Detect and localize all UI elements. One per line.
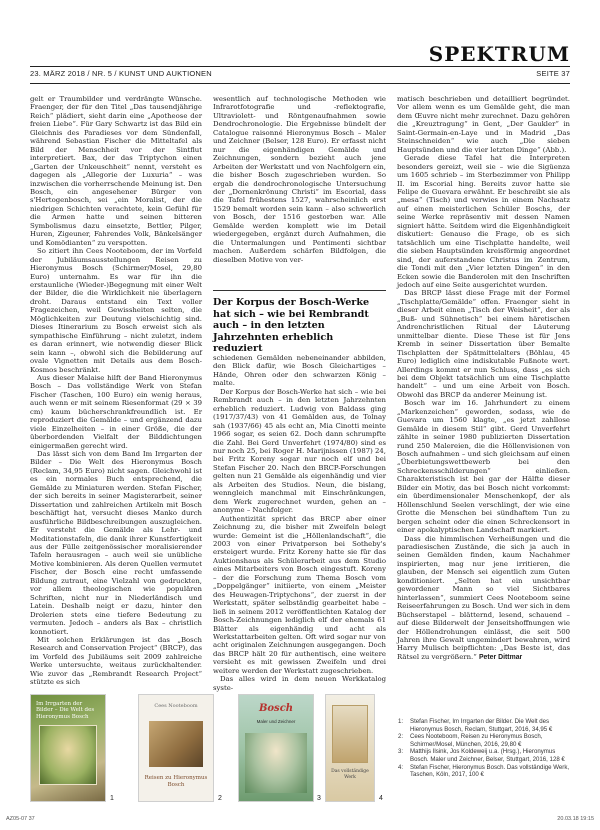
column-2-bottom xyxy=(213,354,386,692)
masthead: SPEKTRUM xyxy=(428,42,570,66)
print-slug: AZ05-07 37 xyxy=(6,816,35,822)
paragraph: Authentizität spricht das BRCP aber einer Zeichnung zu, die bisher mit Zweifeln belegt wurde: Gemeint ist die „Höllenlandschaft“, die 2003 von einer Privatperson bei Sotheby's ersteigert wurde. Fritz Koreny hatte sie für das Auktionshaus als Schülerarbeit aus dem Studio eines Mitarbeiters von Bosch eingestuft. Koreny – der die Forschung zum Thema Bosch vom „Doppelgänger“ initiierte, von einem „Meister des Heuwagen-Triptychons“, der zuerst in der Werkstatt, später selbständig gearbeitet habe – ließ in seinem 2012 veröffentlichten Katalog der Bosch-Zeichnungen lediglich elf der ehemals 61 Blätter als eigenhändig und acht als Werkstattarbeiten gelten. Oft wird sogar nur von acht originalen Zeichnungen ausgegangen. Doch das BRCP hält 20 für authentisch, eine weitere versieht es mit gewissen Zweifeln und drei weitere werden der Werkstatt zugeschrieben. xyxy=(213,514,386,675)
caption-item xyxy=(398,748,570,763)
caption-number: 4: xyxy=(398,763,404,771)
book-cover-2 xyxy=(138,694,214,802)
issue-info: 23. MÄRZ 2018 / NR. 5 / KUNST UND AUKTIONEN xyxy=(30,69,212,78)
masthead-rule xyxy=(30,66,570,67)
paragraph: matisch beschrieben und detailliert begründet. Vor allem wenn es um Gemälde geht, die man dem Œuvre nicht mehr zurechnet. Dazu gehören die „Kreuztragung“ in Gent, „Der Gaukler“ in Saint-Germain-en-Laye und in Madrid „Das Steinschneiden“ wie auch „Die sieben Hauptsünden und die vier letzten Dinge“ (Abb.). xyxy=(397,95,570,154)
column-2-top xyxy=(213,95,386,295)
paragraph: So zitiert ihn Cees Nooteboom, der im Vorfeld der Jubiläumsausstellungen Reisen zu Hieronymus Bosch (Schirmer/Mosel, 29,80 Euro) unternahm. Es war für ihn die erstaunliche (Wieder-)Begegnung mit einer Welt der Bilder, die die Wirklichkeit nie überlagern droht. Daraus entstand ein Text voller Fragezeichen, weil Gewissheiten selten, die Möglichkeiten zur Deutung vielschichtig sind. Dieses Itinerarium zu Bosch erweist sich als sympathische Einführung – nicht zuletzt, indem es daran erinnert, wie notwendig dieser Blick sein kann –, obwohl sich die Bebilderung auf ovale Vignetten mit Details aus dem Bosch-Kosmos beschränkt. xyxy=(30,247,202,374)
paragraph: Das lässt sich von dem Band Im Irrgarten der Bilder – Die Welt des Hieronymus Bosch (Reclam, 34,95 Euro) nicht sagen. Gleichwohl ist es ein normales Buch entsprechend, die Gemälde zu Miniaturen werden. Stefan Fischer, der sich bereits in seiner Magisterarbeit, seiner Dissertation und zahlreichen Artikeln mit Bosch beschäftigt hat, versucht dieses Manko durch ausführliche Bildbeschreibungen auszugleichen. Er versteht die Gemälde als Lehr- und Meditationstafeln, die dank ihrer Kunstfertigkeit aus der Fülle zeitgenössischer moralisierender Tafeln herausragen – auch weil sie unübliche Motive kombinieren. Als deren Quellen vermutet Fischer, der Bosch eine recht umfassende Bildung zutraut, eine Vielzahl von gedruckten, vor allem theologischen wie populären Schriften, nicht nur in Niederländisch und Latein. Deshalb neigt er dazu, hinter den Drolerien stets eine tiefere Bedeutung zu vermuten. Jedoch – anders als Bax – christlich konnotiert. xyxy=(30,450,202,636)
caption-text: Cees Nooteboom, Reisen zu Hieronymus Bosch, Schirmer/Mosel, München, 2016, 29,80 € xyxy=(410,733,543,748)
caption-text: Stefan Fischer, Im Irrgarten der Bilder. Die Welt des Hieronymus Bosch, Reclam, Stuttgart, 2016, 34,95 € xyxy=(410,718,553,733)
caption-number: 2: xyxy=(398,733,404,741)
column-1 xyxy=(30,95,202,687)
caption-text: Matthijs Ilsink, Jos Koldeweij u.a. (Hrsg.), Hieronymus Bosch. Maler und Zeichner, Belser, Stuttgart, 2016, 128 € xyxy=(410,748,565,763)
page-number: SEITE 37 xyxy=(536,69,570,78)
paragraph: schiedenen Gemälden nebeneinander abbilden, den Blick dafür, wie Bosch Gleichartiges – Hände, Ohren oder den schwarzen König – malte. xyxy=(213,354,386,388)
photo-number: 4 xyxy=(379,795,383,802)
paragraph: Das alles wird in dem neuen Werkkatalog syste- xyxy=(213,675,386,692)
print-footer xyxy=(6,816,594,826)
caption-text: Stefan Fischer, Hieronymus Bosch. Das vollständige Werk, Taschen, Köln, 2017, 100 € xyxy=(410,763,570,779)
cover-painting xyxy=(39,725,97,785)
book-cover-title: Bosch xyxy=(258,703,294,714)
image-captions xyxy=(398,718,570,779)
pull-quote: Der Korpus der Bosch-Werke hat sich – wie bei Rembrandt auch – in den letzten Jahrzehnten erheblich reduziert xyxy=(213,290,386,355)
paragraph: Das BRCP lässt diese Frage mit der Formel „Tischplatte/Gemälde“ offen. Fraenger sieht in dieser Arbeit einen „Tisch der Weisheit“, der als „Buß- und Sühnetisch“ bei einem häretischen Andrenchristlichen Ritual der Läuterung unmittelbar diente. Diese These ist für Jens Kremb in seiner Dissertation über Bemalte Tischplatten der Spätmittelalters (Böhlau, 45 Euro) lediglich eine indiskutable Fußnote wert. Allerdings kommt er nun Schluss, dass „es sich bei dem Objekt tatsächlich um eine Tischplatte handelt“ – und um eine Arbeit von Bosch. Obwohl das BRCP da anderer Meinung ist. xyxy=(397,289,570,399)
paragraph: Aus dieser Malaise hilft der Band Hieronymus Bosch – Das vollständige Werk von Stefan Fischer (Taschen, 100 Euro) ein wenig heraus, auch wenn er mit seinem Riesenformat (29 × 39 cm) kaum bücherschrankfreundlich ist. Er reproduziert die Gemälde – und ergänzend dazu viele Einzelheiten – in einer Größe, die der überbordenden Vielfalt der Bilddichtungen einigermaßen gerecht wird. xyxy=(30,373,202,450)
book-cover-3 xyxy=(238,694,314,802)
photo-number: 2 xyxy=(218,795,222,802)
book-cover-title: Im Irrgarten der Bilder – Die Welt des Hieronymus Bosch xyxy=(36,701,95,720)
photo-number: 1 xyxy=(110,795,114,802)
paragraph: wesentlich auf technologische Methoden wie Infrarotfotografie und -reflektografie, Ultraviolett- und Röntgenaufnahmen sowie Dendrochronologie. Die Ergebnisse bündelt der Catalogue raisonné Hieronymus Bosch – Maler und Zeichner (Belser, 128 Euro). Er erfasst nicht nur die eigenhändigen Gemälde und Zeichnungen, sondern bezieht auch jene Arbeiten der Werkstatt und von Nachfolgern ein, die bisher Bosch zugeschrieben wurden. So ergab die dendrochronologische Untersuchung der „Dornenkrönung Christi“ im Escorial, dass die Tafel frühestens 1527, wahrscheinlich erst 1529 bemalt worden sein kann – also schwerlich von Bosch, der 1516 gestorben war. Alle Gemälde werden komplett wie im Detail wiedergegeben, ergänzt durch Aufnahmen, die die Untermalungen und Pentimenti sichtbar machen. Außerdem schärfen Bildfolgen, die dieselben Motive von ver- xyxy=(213,95,386,264)
caption-item xyxy=(398,764,570,779)
book-cover-4 xyxy=(325,694,375,802)
book-cover-author: Cees Nooteboom xyxy=(154,703,198,709)
paragraph: Gerade diese Tafel hat die Interpreten besonders gereizt, weil sie – wie die Sigüenza um 1605 schrieb – im Sterbezimmer von Philipp II. im Escorial hing. Bereits zuvor hatte sie Felipe de Guevara erwähnt. Er beschreibt sie als „mesa“ (Tisch) und verwies in einem Nachsatz auf einen meisterlichen Schüler Boschs, der seine Werke repräsentiv mit dessen Namen signiert hätte. Seitdem wird die Eigenhändigkeit diskutiert: Genauso die Frage, ob es sich tatsächlich um eine Tischplatte handelte, weil die sieben Hauptsünden kreisförmig angeordnet sind, der auferstandene Christus im Zentrum, die Tondi mit den „Vier letzten Dingen“ in den Ecken sowie die Banderolen mit den Inschriften jedoch auf eine Seite ausgerichtet wurden. xyxy=(397,154,570,289)
book-photos xyxy=(30,692,383,802)
caption-item xyxy=(398,733,570,748)
photo-number: 3 xyxy=(317,795,321,802)
caption-number: 1: xyxy=(398,718,404,725)
column-3 xyxy=(397,95,570,687)
book-cover-title: Das vollständige Werk xyxy=(331,769,369,780)
author-signature: Peter Dittmar xyxy=(478,653,523,661)
paragraph-text: Dass die himmlischen Verheißungen und die paradiesischen Zustände, die sich ja auch in seinen Gemälden finden, kaum Nachahmer inspirierten, mag nur jene irritieren, die glauben, der Mensch sei eigentlich zum Guten konditioniert. „Selten hat ein unsichtbar gewordener Mann so viel Sichtbares hinterlassen“, summiert Cees Nooteboom seine Reiseerfahrungen zu Bosch. Und wer sich in dem Büchserstapel – blätternd, lesend, schauend – auf diese Bilderwelt der Jenseitshoffnungen wie der Höllendrohungen einlässt, die seit 500 Jahren ihre Gewalt ungemindert bewahren, wird Harry Mulisch beipflichten: „Das Beste ist, das Rätsel zu vergrößern.“ xyxy=(397,534,570,661)
caption-item xyxy=(398,718,570,733)
cover-painting xyxy=(245,733,307,793)
paragraph: Mit solchen Erklärungen ist das „Bosch Research and Conservation Project“ (BRCP), das im Vorfeld des Jubiläums seit 2009 zahlreiche Werke untersuchte, weitaus zurückhaltender. Wie zuvor das „Rembrandt Research Project“ stützte es sich xyxy=(30,636,202,687)
header-rule xyxy=(30,83,570,84)
paragraph: gelt er Traumbilder und verdrängte Wünsche. Fraenger, der für den Titel „Das tausendjährige Reich“ plädiert, sieht darin eine „Apotheose der freien Liebe“. Für Gary Schwartz ist das Bild ein Gleichnis des Paradieses vor dem Sündenfall, während Sebastian Fischer die Mitteltafel als Bild der Menschheit vor der Sintflut interpretiert. Bax, der das Triptychon einen „Garten der Unkeuschheit“ nennt, versteht es dagegen als „Allegorie der Luxuria“ – was inzwischen die vorherrschende Meinung ist. Den Bosch, ein angesehener Bürger von s'Hertogenbosch, sei „ein Moralist, der die niedrigen Schichten verachtete, kein Gefühl für die Armen hatte und seinen bitteren Symbolismus dazu einsetzte, Bettler, Pilger, Huren, Zigeuner, Fahrendes Volk, Bänkelsänger und Komödianten“ zu verspotten. xyxy=(30,95,202,247)
caption-number: 3: xyxy=(398,748,404,756)
cover-painting xyxy=(332,705,368,763)
paragraph xyxy=(397,535,570,663)
book-cover-1 xyxy=(30,694,106,802)
book-cover-subtitle: Maler und Zeichner xyxy=(256,719,296,724)
paragraph: Der Korpus der Bosch-Werke hat sich – wie bei Rembrandt auch – in den letzten Jahrzehnten erheblich reduziert. Ludwig von Baldass ging (1917/37/43) von 41 Gemälden aus, de Tolnay sah (1937/66) 45 als echt an, Mia Cinotti meinte 1966 sogar, es seien 62. Doch dann schrumpfte die Zahl. Bei Gerd Unverfehrt (1974/80) sind es nur noch 25, bei Roger H. Marijnissen (1987) 24, bei Fritz Koreny sogar nur noch elf und bei Stefan Fischer 20. Nach den BRCP-Forschungen gelten nun 21 Gemälde als eigenhändig und vier als Arbeiten des Studios. Neun, die bislang, wenngleich manchmal mit Einschränkungen, dem Werk zugerechnet wurden, gehen an – anonyme – Nachfolger. xyxy=(213,387,386,515)
running-header xyxy=(30,69,570,81)
paragraph: Bosch war im 16. Jahrhundert zu einem „Markenzeichen“ geworden, sodass, wie de Guevara um 1560 klagte, „es jetzt zahllose Gemälde in diesem Stil“ gibt. Gerd Unverfehrt zählte in seiner 1980 publizierten Dissertation rund 250 Malereien, die die Höllenvisionen von Bosch aufnahmen – und sich gleichsam auf einen „Überbietungswettbewerb bei den Schreckensschilderungen“ einließen. Charakteristisch ist bei gar der Hälfte dieser Bilder ein Motiv, das bei Bosch nicht vorkommt: ein überdimensionaler Menschenkopf, der als Höllenschlund Seelen verschlingt, der wie eine Grotte die Menschen bei sündhaftem Tun zu bergen scheint oder die einen Schreckensort in einer apokalyptischen Landschaft markiert. xyxy=(397,399,570,535)
print-timestamp: 20.03.18 19:15 xyxy=(557,816,594,822)
cover-painting xyxy=(149,721,203,767)
book-cover-title: Reisen zu Hieronymus Bosch xyxy=(144,775,208,788)
